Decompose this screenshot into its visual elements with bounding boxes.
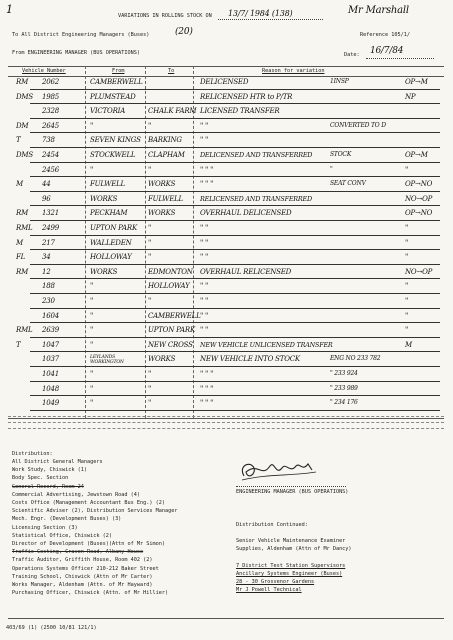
- row-reason: DELICENSED AND TRANSFERRED: [200, 151, 313, 159]
- distribution-right-item: 7 District Test Station Supervisors: [236, 562, 346, 569]
- row-reason: " " ": [200, 399, 214, 408]
- row-vehicle-number: 1985: [42, 92, 60, 101]
- row-extra: " 233 924: [330, 370, 358, 377]
- title-date: 13/7/ 1984 (138): [228, 9, 293, 18]
- row-to: CHALK FARM: [148, 107, 197, 116]
- footer-rule: [8, 618, 444, 619]
- row-reason: " ": [200, 326, 209, 335]
- row-class-mark: FL: [16, 253, 26, 262]
- row-rule: [30, 322, 440, 323]
- row-rule: [30, 176, 440, 177]
- row-rule: [30, 410, 440, 411]
- row-class-mark: RML: [16, 224, 33, 232]
- row-vehicle-number: 1049: [42, 399, 60, 408]
- row-rule: [30, 308, 440, 309]
- row-reason: OVERHAUL RELICENSED: [200, 267, 292, 276]
- row-reason: " " ": [200, 165, 214, 174]
- row-to: ": [148, 238, 152, 247]
- row-rule: [30, 381, 440, 382]
- row-class-mark: DMS: [16, 92, 33, 101]
- corner-mark: 1: [6, 3, 13, 16]
- row-rule: [30, 293, 440, 294]
- row-vehicle-number: 1047: [42, 340, 60, 349]
- row-rule: [30, 249, 440, 250]
- row-to: EDMONTON: [148, 267, 193, 276]
- table-bottom-rule: [8, 418, 444, 419]
- row-to: FULWELL: [148, 194, 183, 203]
- row-rule: [30, 351, 440, 352]
- row-class-mark: DM: [16, 121, 29, 130]
- row-status: ": [405, 297, 409, 305]
- row-from: ": [90, 311, 94, 320]
- row-to: ": [148, 370, 152, 378]
- blank-row-rule: [8, 428, 444, 429]
- from-line: From ENGINEERING MANAGER (BUS OPERATIONS): [12, 50, 141, 56]
- row-vehicle-number: 1321: [42, 209, 60, 218]
- signature-mark: [236, 456, 326, 486]
- row-to: WORKS: [148, 209, 176, 218]
- row-reason: " ": [200, 238, 209, 247]
- row-class-mark: M: [16, 238, 23, 247]
- distribution-left-item: Body Spec. Section: [12, 475, 69, 482]
- date-label: Date:: [344, 52, 360, 58]
- row-to: BARKING: [148, 136, 182, 145]
- row-rule: [30, 147, 440, 148]
- title-date-dotline: [218, 19, 323, 20]
- distribution-right-item: Mr J Powell Technical: [236, 587, 302, 594]
- row-reason: NEW VEHICLE UNLICENSED TRANSFER: [200, 340, 333, 349]
- distribution-left-item: Work Study, Chiswick (1): [12, 467, 87, 474]
- row-from: ": [90, 340, 94, 349]
- row-from: SEVEN KINGS: [90, 136, 141, 145]
- row-vehicle-number: 2062: [42, 78, 60, 86]
- row-class-mark: RM: [16, 78, 29, 86]
- row-reason: " ": [200, 121, 209, 130]
- row-from: ": [90, 297, 94, 305]
- row-status: NO→OP: [405, 194, 433, 203]
- row-to: ": [148, 399, 152, 408]
- distribution-left-item: Works Manager, Aldenham (Attn. of Mr Hayward): [12, 582, 153, 588]
- row-vehicle-number: 738: [42, 136, 55, 145]
- row-from: WORKS: [90, 267, 118, 276]
- table-header-rule: [8, 76, 444, 77]
- row-class-mark: DMS: [16, 151, 33, 159]
- row-status: M: [405, 340, 412, 349]
- row-rule: [30, 118, 440, 119]
- row-extra: 1INSP: [330, 78, 349, 85]
- row-to: ": [148, 121, 152, 130]
- row-vehicle-number: 2639: [42, 326, 60, 335]
- row-reason: RELICENSED HTR to P/TR: [200, 92, 293, 101]
- distribution-left-item: Licensing Section (3): [12, 524, 78, 531]
- row-extra: ": [330, 165, 333, 173]
- col-to: To: [168, 68, 175, 74]
- distribution-left-item: Scientific Adviser (2), Distribution Services Manager: [12, 508, 178, 515]
- row-from: ": [90, 399, 94, 408]
- distribution-left-item: Operations Systems Officer 210-212 Baker Street: [12, 565, 159, 572]
- row-status: NP: [405, 92, 416, 101]
- col-vehicle-number: Vehicle Number: [22, 68, 66, 74]
- row-rule: [30, 132, 440, 133]
- distribution-right-item: Supplies, Aldenham (Attn of Mr Dancy): [236, 546, 352, 553]
- row-status: ": [405, 238, 409, 247]
- row-status: NO→OP: [405, 267, 433, 276]
- blank-row-rule: [8, 422, 444, 423]
- distribution-left-item: Purchasing Officer, Chiswick (Attn. of Mr Hillier): [12, 590, 169, 597]
- row-status: ": [405, 253, 409, 262]
- row-vehicle-number: 2456: [42, 165, 60, 174]
- row-vehicle-number: 1041: [42, 370, 60, 378]
- distribution-left-item: Mech. Engr. (Development Buses) (3): [12, 516, 122, 523]
- row-rule: [30, 395, 440, 396]
- row-rule: [30, 220, 440, 221]
- row-reason: OVERHAUL DELICENSED: [200, 209, 292, 218]
- distribution-heading: Distribution:: [12, 451, 53, 457]
- row-to: ": [148, 384, 152, 393]
- row-class-mark: RM: [16, 267, 29, 276]
- row-status: OP→M: [405, 78, 428, 86]
- row-to: ": [148, 165, 152, 174]
- title-prefix: VARIATIONS IN ROLLING STOCK ON: [118, 13, 212, 19]
- signature-caption: ENGINEERING MANAGER (BUS OPERATIONS): [236, 489, 349, 495]
- row-reason: RELICENSED AND TRANSFERRED: [200, 194, 312, 203]
- distribution-left-item: Training School, Chiswick (Attn of Mr Carter): [12, 573, 153, 580]
- row-to: HOLLOWAY: [148, 282, 190, 291]
- row-reason: NEW VEHICLE INTO STOCK: [200, 355, 300, 364]
- row-from: FULWELL: [90, 180, 125, 189]
- row-rule: [30, 191, 440, 192]
- row-from: VICTORIA: [90, 107, 126, 116]
- row-vehicle-number: 34: [42, 253, 51, 262]
- row-from: PLUMSTEAD: [90, 92, 136, 101]
- distribution-left-item: Traffic Auditor, Griffith House, Room 402 (2): [12, 557, 153, 564]
- row-vehicle-number: 1037: [42, 355, 60, 364]
- row-from: ": [90, 326, 94, 335]
- row-rule: [30, 264, 440, 265]
- row-status: ": [405, 311, 409, 320]
- distribution-right-item: Senior Vehicle Maintenance Examiner: [236, 538, 346, 544]
- row-from: LEYLANDS WORKINGTON: [90, 355, 124, 366]
- row-reason: " " ": [200, 180, 214, 189]
- row-to: ": [148, 253, 152, 262]
- row-rule: [30, 366, 440, 367]
- row-class-mark: M: [16, 180, 23, 189]
- row-from: ": [90, 370, 94, 378]
- row-class-mark: RML: [16, 326, 33, 335]
- row-to: CAMBERWELL: [148, 311, 201, 320]
- row-class-mark: RM: [16, 209, 29, 218]
- row-reason: " ": [200, 224, 209, 232]
- row-vehicle-number: 2454: [42, 151, 60, 159]
- row-from: STOCKWELL: [90, 151, 136, 159]
- row-vehicle-number: 217: [42, 238, 55, 247]
- table-top-rule: [8, 66, 444, 67]
- row-to: ": [148, 297, 152, 305]
- row-rule: [30, 205, 440, 206]
- row-class-mark: T: [16, 340, 21, 349]
- row-reason: " ": [200, 311, 209, 320]
- row-extra: " 233 989: [330, 384, 358, 392]
- col-from: From: [112, 68, 125, 74]
- row-vehicle-number: 2499: [42, 224, 60, 232]
- row-vehicle-number: 230: [42, 297, 55, 305]
- row-from: WALLEDEN: [90, 238, 132, 247]
- row-extra: ENG NO 233 782: [330, 355, 381, 363]
- row-extra: SEAT CONV: [330, 180, 366, 188]
- distribution-left-item: General Record, Room 24: [12, 483, 84, 490]
- row-from: CAMBERWELL: [90, 78, 143, 86]
- row-to: NEW CROSS: [148, 340, 193, 349]
- row-status: ": [405, 282, 409, 291]
- distribution-continued-heading: Distribution Continued:: [236, 522, 308, 528]
- row-from: ": [90, 384, 94, 393]
- distribution-right-item: Ancillary Systems Engineer (Buses): [236, 570, 343, 577]
- row-to: ": [148, 224, 152, 232]
- row-vehicle-number: 188: [42, 282, 55, 291]
- row-to: WORKS: [148, 180, 176, 189]
- row-rule: [30, 235, 440, 236]
- row-to: CLAPHAM: [148, 151, 185, 159]
- row-vehicle-number: 1048: [42, 384, 60, 393]
- row-vehicle-number: 2645: [42, 121, 60, 130]
- row-from: PECKHAM: [90, 209, 128, 218]
- row-vehicle-number: 2328: [42, 107, 60, 116]
- row-class-mark: T: [16, 136, 21, 145]
- row-status: OP→NO: [405, 180, 433, 189]
- row-status: ": [405, 326, 409, 335]
- row-rule: [30, 89, 440, 90]
- row-from: ": [90, 121, 94, 130]
- blank-row-rule: [8, 416, 444, 417]
- row-from: ": [90, 282, 94, 291]
- row-status: OP→NO: [405, 209, 433, 218]
- row-reason: " ": [200, 282, 209, 291]
- footer-code: 403/69 (1) (2500 10/81 121/1): [6, 625, 97, 631]
- distribution-left-item: Director of Development (Buses)(Attn of Mr Simon): [12, 541, 166, 547]
- signature-line: [236, 486, 346, 487]
- row-rule: [30, 337, 440, 338]
- row-from: ": [90, 165, 94, 174]
- row-rule: [30, 278, 440, 279]
- col-reason: Reason for variation: [262, 68, 325, 74]
- row-reason: " ": [200, 253, 209, 262]
- distribution-left-item: All District General Managers: [12, 459, 103, 465]
- row-reason: " " ": [200, 384, 214, 393]
- row-reason: DELICENSED: [200, 78, 249, 86]
- row-vehicle-number: 1604: [42, 311, 60, 320]
- row-rule: [30, 103, 440, 104]
- row-reason: " " ": [200, 370, 214, 378]
- reference-label: Reference 105/1/: [360, 32, 410, 38]
- distribution-right-item: 28 - 30 Grosvenor Gardens: [236, 579, 315, 585]
- row-from: HOLLOWAY: [90, 253, 132, 262]
- row-rule: [30, 162, 440, 163]
- to-number: (20): [175, 27, 193, 37]
- title-name: Mr Marshall: [348, 5, 409, 16]
- row-status: ": [405, 224, 409, 232]
- row-reason: " ": [200, 136, 209, 145]
- row-extra: CONVERTED TO D: [330, 121, 386, 129]
- row-to: WORKS: [148, 355, 176, 364]
- distribution-left-item: Commercial Advertising, Jewstown Road (4): [12, 491, 141, 498]
- distribution-left-item: Statistical Office, Chiswick (2): [12, 532, 112, 539]
- row-status: ": [405, 165, 409, 174]
- row-vehicle-number: 96: [42, 194, 51, 203]
- row-extra: " 234 176: [330, 399, 358, 407]
- distribution-left-item: Traffic Costing, Craven Road, Albany House: [12, 549, 144, 556]
- date-dotline: [366, 58, 434, 59]
- row-reason: " ": [200, 297, 209, 305]
- row-from: WORKS: [90, 194, 118, 203]
- distribution-left-item: Costs Office (Management Accountant Bus Eng.) (2): [12, 500, 166, 506]
- row-from: UPTON PARK: [90, 224, 137, 232]
- to-line: To All District Engineering Managers (Buses): [12, 32, 150, 38]
- row-extra: STOCK: [330, 151, 352, 158]
- row-reason: LICENSED TRANSFER: [200, 107, 280, 116]
- row-status: OP→M: [405, 151, 428, 159]
- row-vehicle-number: 12: [42, 267, 51, 276]
- row-to: UPTON PARK: [148, 326, 195, 335]
- row-vehicle-number: 44: [42, 180, 51, 189]
- date-value: 16/7/84: [370, 46, 404, 56]
